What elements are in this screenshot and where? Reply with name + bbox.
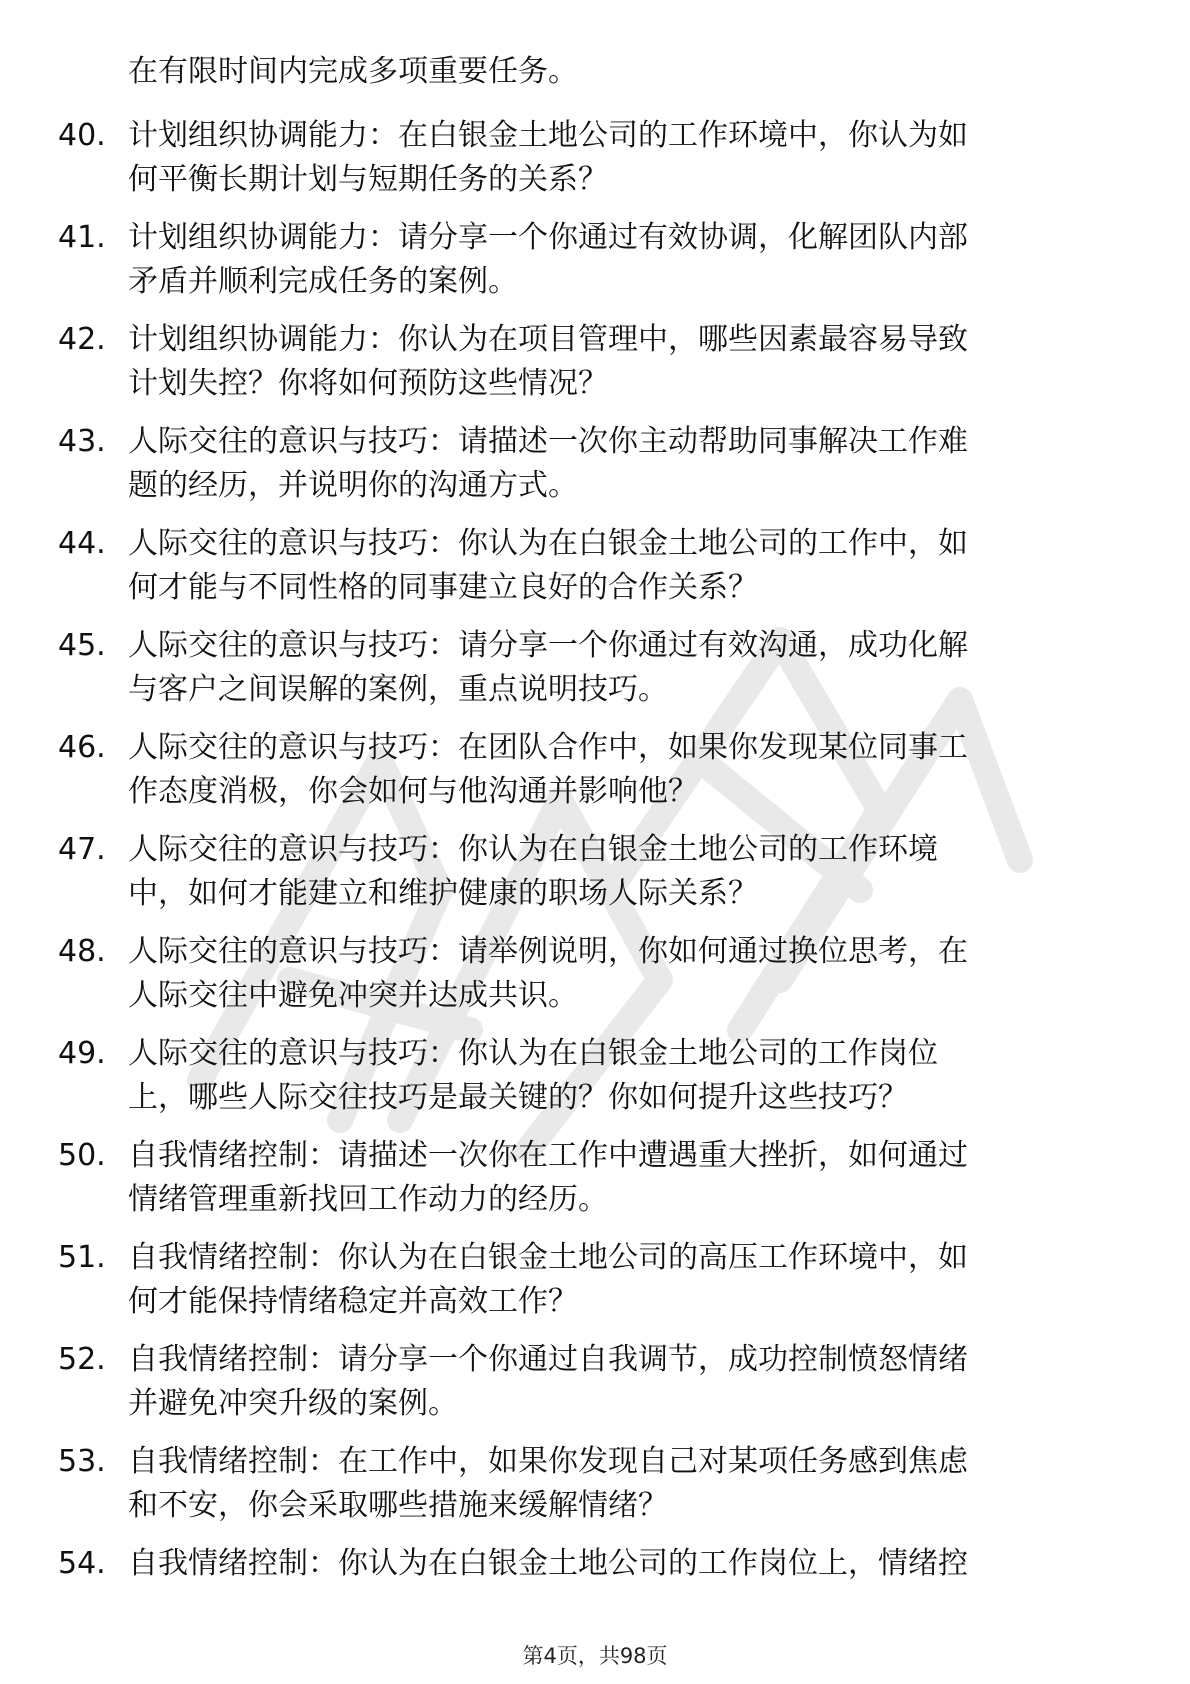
- question-text: [128, 1440, 1128, 1528]
- list-item: [58, 216, 1138, 318]
- question-text: [128, 318, 1128, 406]
- question-text-line: 题的经历，并说明你的沟通方式。: [128, 468, 578, 503]
- question-text-line: 自我情绪控制：你认为在白银金土地公司的高压工作环境中，如: [128, 1240, 968, 1275]
- question-text-line: 人际交往的意识与技巧：在团队合作中，如果你发现某位同事工: [128, 730, 968, 765]
- question-number: 50.: [58, 1138, 106, 1173]
- question-text-line: 人际交往中避免冲突并达成共识。: [128, 978, 578, 1013]
- question-text: [128, 1338, 1128, 1426]
- list-item: [58, 1236, 1138, 1338]
- list-item: [58, 1542, 1138, 1594]
- question-text: [128, 114, 1128, 202]
- question-text-line: 自我情绪控制：在工作中，如果你发现自己对某项任务感到焦虑: [128, 1444, 968, 1479]
- question-text: [128, 1134, 1128, 1222]
- list-item: [58, 930, 1138, 1032]
- question-number: 45.: [58, 628, 106, 663]
- question-text-line: 情绪管理重新找回工作动力的经历。: [128, 1182, 608, 1217]
- question-text-line: 上，哪些人际交往技巧是最关键的？你如何提升这些技巧？: [128, 1080, 908, 1115]
- question-text: [128, 522, 1128, 610]
- question-text: [128, 828, 1128, 916]
- list-item: [58, 1338, 1138, 1440]
- question-number: 53.: [58, 1444, 106, 1479]
- question-text: [128, 420, 1128, 508]
- list-item: [58, 114, 1138, 216]
- question-number: 51.: [58, 1240, 106, 1275]
- question-text-line: 何才能与不同性格的同事建立良好的合作关系？: [128, 570, 758, 605]
- question-text: [128, 624, 1128, 712]
- question-number: 49.: [58, 1036, 106, 1071]
- question-text-line: 中，如何才能建立和维护健康的职场人际关系？: [128, 876, 758, 911]
- question-text-line: 人际交往的意识与技巧：你认为在白银金土地公司的工作环境: [128, 832, 938, 867]
- question-number: 48.: [58, 934, 106, 969]
- question-list: [58, 114, 1138, 1594]
- question-number: 40.: [58, 118, 106, 153]
- question-text-line: 计划失控？你将如何预防这些情况？: [128, 366, 608, 401]
- question-text: [128, 726, 1128, 814]
- question-text: [128, 1236, 1128, 1324]
- question-text-line: 人际交往的意识与技巧：请举例说明，你如何通过换位思考，在: [128, 934, 968, 969]
- question-text-line: 自我情绪控制：你认为在白银金土地公司的工作岗位上，情绪控: [128, 1546, 968, 1581]
- question-text: [128, 930, 1128, 1018]
- list-item: [58, 1032, 1138, 1134]
- question-number: 47.: [58, 832, 106, 867]
- question-text-line: 人际交往的意识与技巧：请分享一个你通过有效沟通，成功化解: [128, 628, 968, 663]
- question-text-line: 人际交往的意识与技巧：你认为在白银金土地公司的工作中，如: [128, 526, 968, 561]
- question-text-line: 作态度消极，你会如何与他沟通并影响他？: [128, 774, 698, 809]
- question-text-line: 人际交往的意识与技巧：请描述一次你主动帮助同事解决工作难: [128, 424, 968, 459]
- list-item: [58, 726, 1138, 828]
- question-text-line: 计划组织协调能力：你认为在项目管理中，哪些因素最容易导致: [128, 322, 968, 357]
- question-text-line: 计划组织协调能力：在白银金土地公司的工作环境中，你认为如: [128, 118, 968, 153]
- question-text-line: 计划组织协调能力：请分享一个你通过有效协调，化解团队内部: [128, 220, 968, 255]
- question-number: 41.: [58, 220, 106, 255]
- question-number: 52.: [58, 1342, 106, 1377]
- list-item: [58, 420, 1138, 522]
- question-number: 42.: [58, 322, 106, 357]
- list-item: [58, 522, 1138, 624]
- list-item: [58, 828, 1138, 930]
- question-text-line: 自我情绪控制：请描述一次你在工作中遭遇重大挫折，如何通过: [128, 1138, 968, 1173]
- question-text-line: 矛盾并顺利完成任务的案例。: [128, 264, 518, 299]
- question-text-line: 并避免冲突升级的案例。: [128, 1386, 458, 1421]
- list-item: [58, 1440, 1138, 1542]
- question-text-line: 和不安，你会采取哪些措施来缓解情绪？: [128, 1488, 668, 1523]
- question-text-line: 何平衡长期计划与短期任务的关系？: [128, 162, 608, 197]
- question-text: [128, 1542, 1128, 1586]
- question-text-line: 人际交往的意识与技巧：你认为在白银金土地公司的工作岗位: [128, 1036, 938, 1071]
- question-text-line: 何才能保持情绪稳定并高效工作？: [128, 1284, 578, 1319]
- question-number: 43.: [58, 424, 106, 459]
- question-number: 44.: [58, 526, 106, 561]
- list-item: [58, 624, 1138, 726]
- question-text: [128, 216, 1128, 304]
- question-text-line: 与客户之间误解的案例，重点说明技巧。: [128, 672, 668, 707]
- list-item: [58, 318, 1138, 420]
- question-number: 46.: [58, 730, 106, 765]
- question-text-line: 自我情绪控制：请分享一个你通过自我调节，成功控制愤怒情绪: [128, 1342, 968, 1377]
- question-text: [128, 1032, 1128, 1120]
- continued-text-line: 在有限时间内完成多项重要任务。: [128, 54, 578, 89]
- question-number: 54.: [58, 1546, 106, 1581]
- page-number-footer: 第4页，共98页: [522, 1644, 668, 1668]
- list-item: [58, 1134, 1138, 1236]
